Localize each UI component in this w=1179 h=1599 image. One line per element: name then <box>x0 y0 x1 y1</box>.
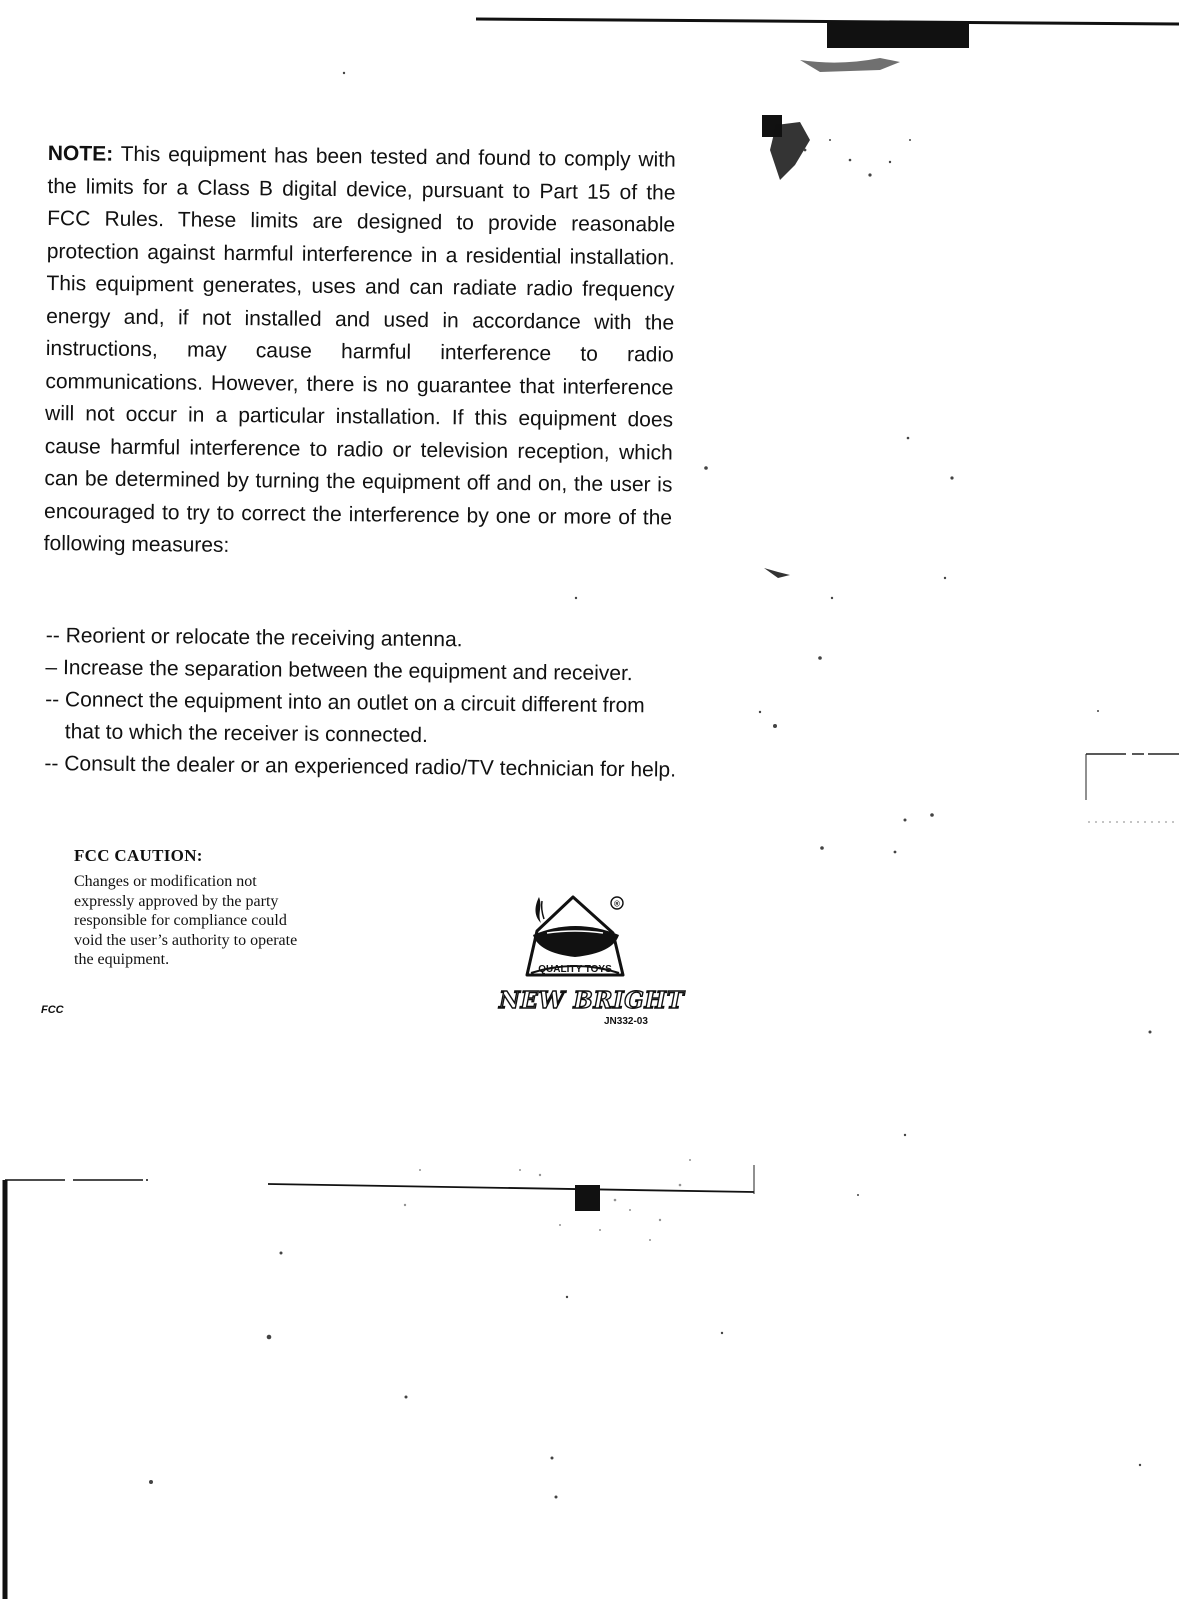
fcc-caution-block <box>74 846 314 970</box>
badge-text: QUALITY TOYS <box>538 964 612 975</box>
registered-mark: ® <box>614 899 620 909</box>
note-label: NOTE: <box>47 141 114 166</box>
note-text: This equipment has been tested and found to comply with the limits for a Class B digital device, pursuant to Part 15 of the FCC Rules. These limits are designed to provide reasonable protection against harmful interference in a residential installation. This equipment generates, uses and can radiate radio frequency energy and, if not installed and used in accordance with the instructions, may cause harmful interference to radio communications. However, there is no guarantee that interference will not occur in a particular installation. If this equipment does cause harmful interference to radio or television reception, which can be determined by turning the equipment off and on, the user is encouraged to try to correct the interference by one or more of the following measures: <box>43 142 676 557</box>
fcc-note-paragraph <box>44 138 676 567</box>
triangle-badge-icon <box>495 875 670 990</box>
measure-item: -- Consult the dealer or an experienced radio/TV technician for help. <box>44 751 677 782</box>
measure-item: -- Reorient or relocate the receiving antenna. <box>45 623 463 652</box>
model-number: JN332-03 <box>604 1016 648 1027</box>
measures-list <box>44 620 686 787</box>
footer-code: FCC <box>41 1004 64 1016</box>
measure-item: -- Connect the equipment into an outlet on a circuit different from that to which the receiver is connected. <box>45 687 645 748</box>
caution-body: Changes or modification not expressly approved by the party responsible for compliance could void the user’s authority to operate the equipment. <box>74 873 298 968</box>
caution-title: FCC CAUTION: <box>74 846 203 865</box>
brand-name: NEW BRIGHT <box>499 987 685 1014</box>
measure-item: – Increase the separation between the equipment and receiver. <box>45 655 633 686</box>
